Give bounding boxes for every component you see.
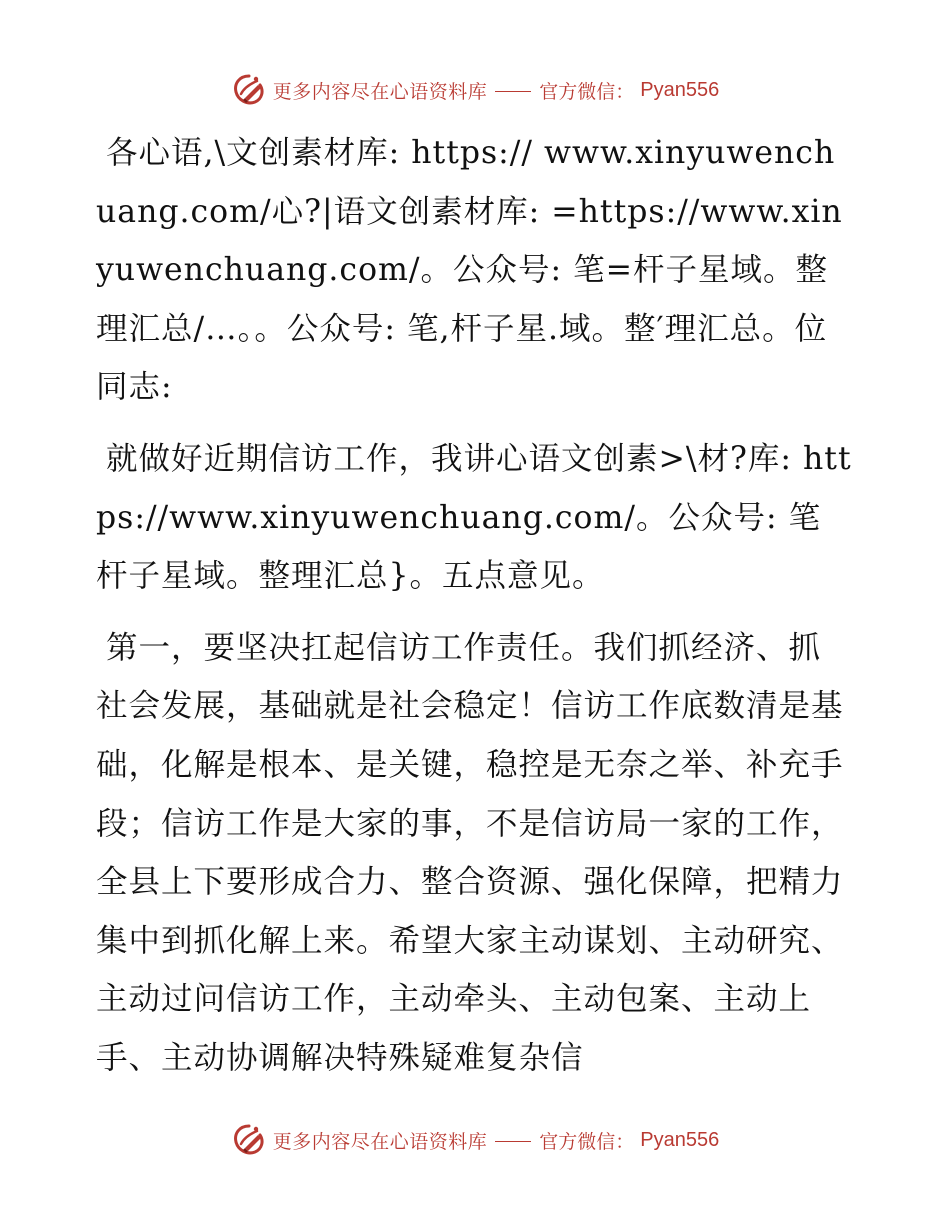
pen-swirl-logo-icon: [231, 1122, 267, 1158]
document-body: [96, 124, 852, 1101]
paragraph-2: 就做好近期信访工作，我讲心语文创素>\材?库: https://www.xinyuwenchuang.com/。公众号: 笔杆子星域。整理汇总}。五点意见。: [96, 440, 852, 595]
paragraph-1: 各心语,\文创素材库: https:// www.xinyuwenchuang.com/心?|语文创素材库: =https://www.xinyuwenchuang.com/。公众号: 笔=杆子星域。整理汇总/…。。公众号: 笔,杆子星.域。整′理汇总。位同志:: [96, 135, 843, 406]
header-separator: [495, 91, 531, 92]
header-banner: [0, 70, 950, 110]
header-text: 更多内容尽在心语资料库: [272, 80, 488, 103]
header-wechat-id: Pyan556: [640, 78, 720, 101]
footer-text: 更多内容尽在心语资料库: [272, 1130, 488, 1153]
footer-wechat-label: 官方微信：: [539, 1130, 635, 1153]
paragraph-3: 第一，要坚决扛起信访工作责任。我们抓经济、抓社会发展，基础就是社会稳定！信访工作底数清是基础，化解是根本、是关键，稳控是无奈之举、补充手段；信访工作是大家的事，不是信访局一家的工作，全县上下要形成合力、整合资源、强化保障，把精力集中到抓化解上来。希望大家主动谋划、主动研究、主动过问信访工作，主动牵头、主动包案、主动上手、主动协调解决特殊疑难复杂信: [96, 629, 844, 1076]
header-wechat-label: 官方微信：: [539, 80, 635, 103]
pen-swirl-logo-icon: [231, 72, 267, 108]
footer-separator: [495, 1141, 531, 1142]
footer-banner: [0, 1120, 950, 1160]
footer-wechat-id: Pyan556: [640, 1128, 720, 1151]
